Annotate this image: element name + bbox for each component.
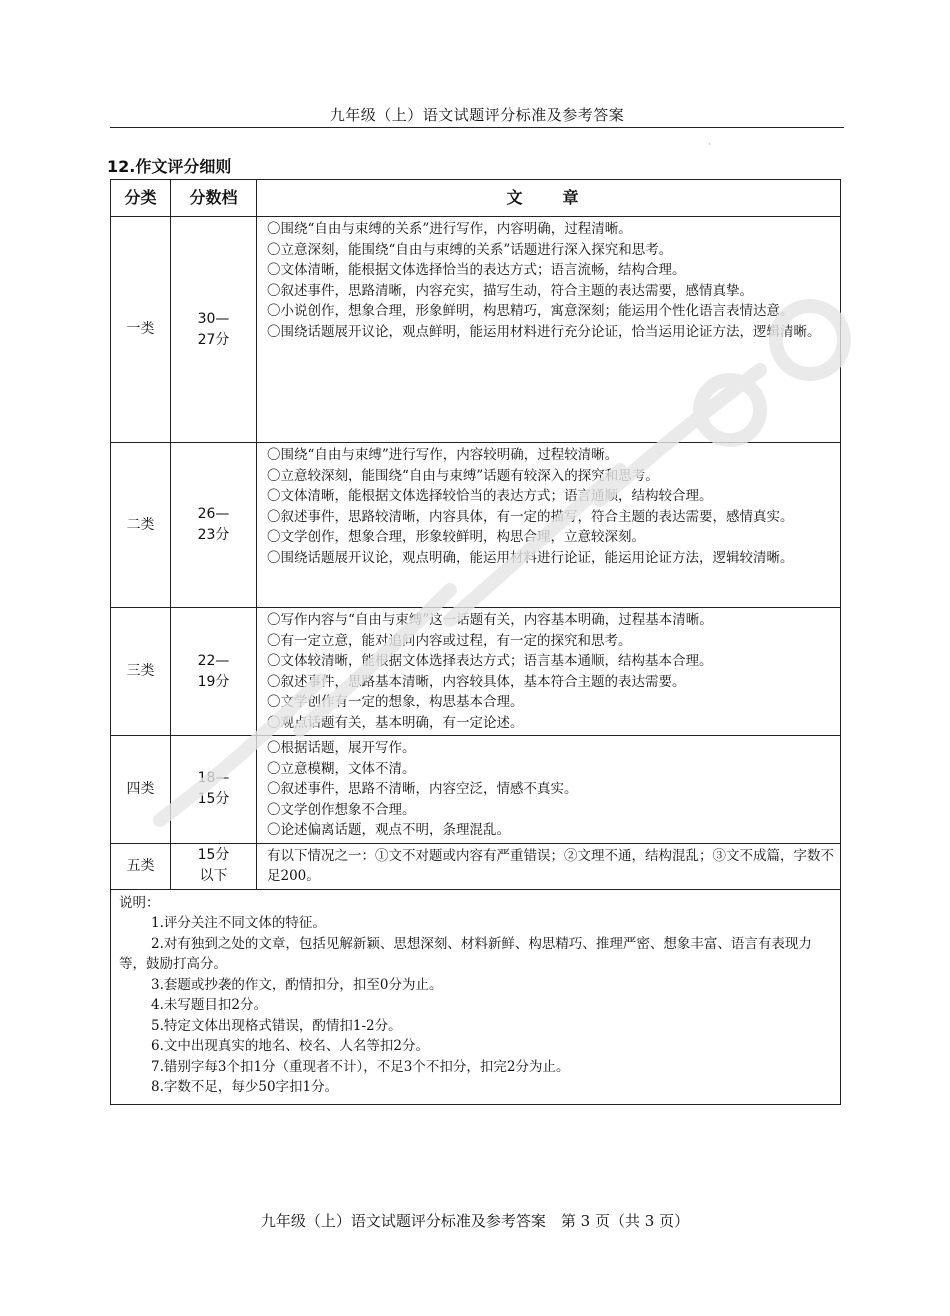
criteria-item: 〇立意模糊，文体不清。 bbox=[267, 760, 416, 777]
note-item: 7.错别字每3个扣1分（重现者不计），不足3个不扣分，扣完2分为止。 bbox=[151, 1058, 570, 1075]
table-row bbox=[111, 217, 841, 443]
criteria-cell bbox=[257, 843, 841, 889]
criteria-item: 〇立意深刻，能围绕“自由与束缚的关系”话题进行深入探究和思考。 bbox=[267, 241, 673, 258]
column-header-score: 分数档 bbox=[171, 180, 257, 217]
criteria-item: 〇文学创作有一定的想象，构思基本合理。 bbox=[267, 694, 524, 710]
page-footer: 九年级（上）语文试题评分标准及参考答案 第 3 页（共 3 页） bbox=[260, 1212, 690, 1230]
criteria-item: 〇围绕“自由与束缚”进行写作，内容较明确，过程较清晰。 bbox=[267, 447, 619, 463]
note-item: 2.对有独到之处的文章，包括见解新颖、思想深刻、材料新鲜、构思精巧、推理严密、想象丰富、语言有表现力等，鼓励打高分。 bbox=[119, 935, 812, 972]
criteria-item: 〇文体较清晰，能根据文体选择表达方式；语言基本通顺，结构基本合理。 bbox=[267, 653, 713, 669]
column-header-category: 分类 bbox=[111, 180, 171, 217]
criteria-item: 〇写作内容与“自由与束缚”这一话题有关，内容基本明确，过程基本清晰。 bbox=[267, 612, 713, 628]
notes-cell bbox=[111, 889, 841, 1104]
criteria-item: 有以下情况之一：①文不对题或内容有严重错误；②文理不通，结构混乱；③文不成篇，字数不足200。 bbox=[267, 847, 834, 884]
table-row bbox=[111, 736, 841, 844]
notes-title: 说明： bbox=[119, 894, 160, 911]
criteria-item: 〇围绕话题展开议论，观点明确，能运用材料进行论证，能运用论证方法，逻辑较清晰。 bbox=[267, 549, 794, 566]
note-item: 1.评分关注不同文体的特征。 bbox=[151, 915, 326, 931]
notes-row bbox=[111, 889, 841, 1104]
criteria-item: 〇叙述事件，思路不清晰，内容空泛，情感不真实。 bbox=[267, 781, 578, 797]
criteria-item: 〇叙述事件，思路较清晰，内容具体，有一定的描写，符合主题的表达需要，感情真实。 bbox=[267, 508, 794, 525]
score-range-cell: 30—27分 bbox=[171, 217, 257, 443]
score-range-cell: 22—19分 bbox=[171, 608, 257, 736]
criteria-item: 〇根据话题，展开写作。 bbox=[267, 740, 416, 756]
table-row bbox=[111, 608, 841, 736]
criteria-item: 〇文学创作，想象合理，形象较鲜明，构思合理，立意较深刻。 bbox=[267, 529, 645, 545]
table-row bbox=[111, 843, 841, 889]
header-divider bbox=[110, 127, 844, 128]
table-row bbox=[111, 443, 841, 608]
criteria-item: 〇叙述事件，思路基本清晰，内容较具体，基本符合主题的表达需要。 bbox=[267, 673, 686, 690]
page-header: 九年级（上）语文试题评分标准及参考答案 bbox=[329, 106, 625, 124]
criteria-item: 〇有一定立意，能对追问内容或过程，有一定的探究和思考。 bbox=[267, 632, 632, 649]
section-title: 12.作文评分细则 bbox=[107, 157, 232, 176]
score-range-cell: 18—15分 bbox=[171, 736, 257, 844]
criteria-item: 〇围绕“自由与束缚的关系”进行写作，内容明确，过程清晰。 bbox=[267, 221, 632, 237]
column-header-article: 文 章 bbox=[257, 180, 841, 217]
criteria-cell bbox=[257, 443, 841, 608]
criteria-item: 〇论述偏离话题，观点不明，条理混乱。 bbox=[267, 822, 510, 838]
category-cell: 五类 bbox=[111, 843, 171, 889]
criteria-item: 〇观点话题有关，基本明确，有一定论述。 bbox=[267, 714, 524, 731]
category-cell: 四类 bbox=[111, 736, 171, 844]
note-item: 3.套题或抄袭的作文，酌情扣分，扣至0分为止。 bbox=[151, 976, 443, 993]
category-cell: 一类 bbox=[111, 217, 171, 443]
score-range-cell: 26—23分 bbox=[171, 443, 257, 608]
table-header-row bbox=[111, 180, 841, 217]
note-item: 8.字数不足，每少50字扣1分。 bbox=[151, 1079, 339, 1095]
note-item: 6.文中出现真实的地名、校名、人名等扣2分。 bbox=[151, 1038, 429, 1054]
category-cell: 三类 bbox=[111, 608, 171, 736]
criteria-item: 〇文学创作想象不合理。 bbox=[267, 801, 416, 818]
note-item: 4.未写题目扣2分。 bbox=[151, 997, 267, 1013]
criteria-item: 〇文体清晰，能根据文体选择较恰当的表达方式；语言通顺，结构较合理。 bbox=[267, 488, 713, 504]
scoring-table bbox=[110, 179, 841, 1105]
criteria-item: 〇叙述事件，思路清晰，内容充实，描写生动，符合主题的表达需要，感情真挚。 bbox=[267, 282, 753, 299]
criteria-cell bbox=[257, 608, 841, 736]
criteria-item: 〇小说创作，想象合理，形象鲜明，构思精巧，寓意深刻；能运用个性化语言表情达意。 bbox=[267, 303, 794, 319]
criteria-cell bbox=[257, 736, 841, 844]
criteria-item: 〇文体清晰，能根据文体选择恰当的表达方式；语言流畅，结构合理。 bbox=[267, 262, 686, 278]
criteria-item: 〇立意较深刻，能围绕“自由与束缚”话题有较深入的探究和思考。 bbox=[267, 467, 659, 484]
category-cell: 二类 bbox=[111, 443, 171, 608]
criteria-cell bbox=[257, 217, 841, 443]
stray-dot: · bbox=[708, 140, 711, 149]
criteria-item: 〇围绕话题展开议论，观点鲜明，能运用材料进行充分论证，恰当运用论证方法，逻辑清晰。 bbox=[267, 323, 821, 340]
score-range-cell: 15分以下 bbox=[171, 843, 257, 889]
note-item: 5.特定文体出现格式错误，酌情扣1-2分。 bbox=[151, 1017, 402, 1034]
